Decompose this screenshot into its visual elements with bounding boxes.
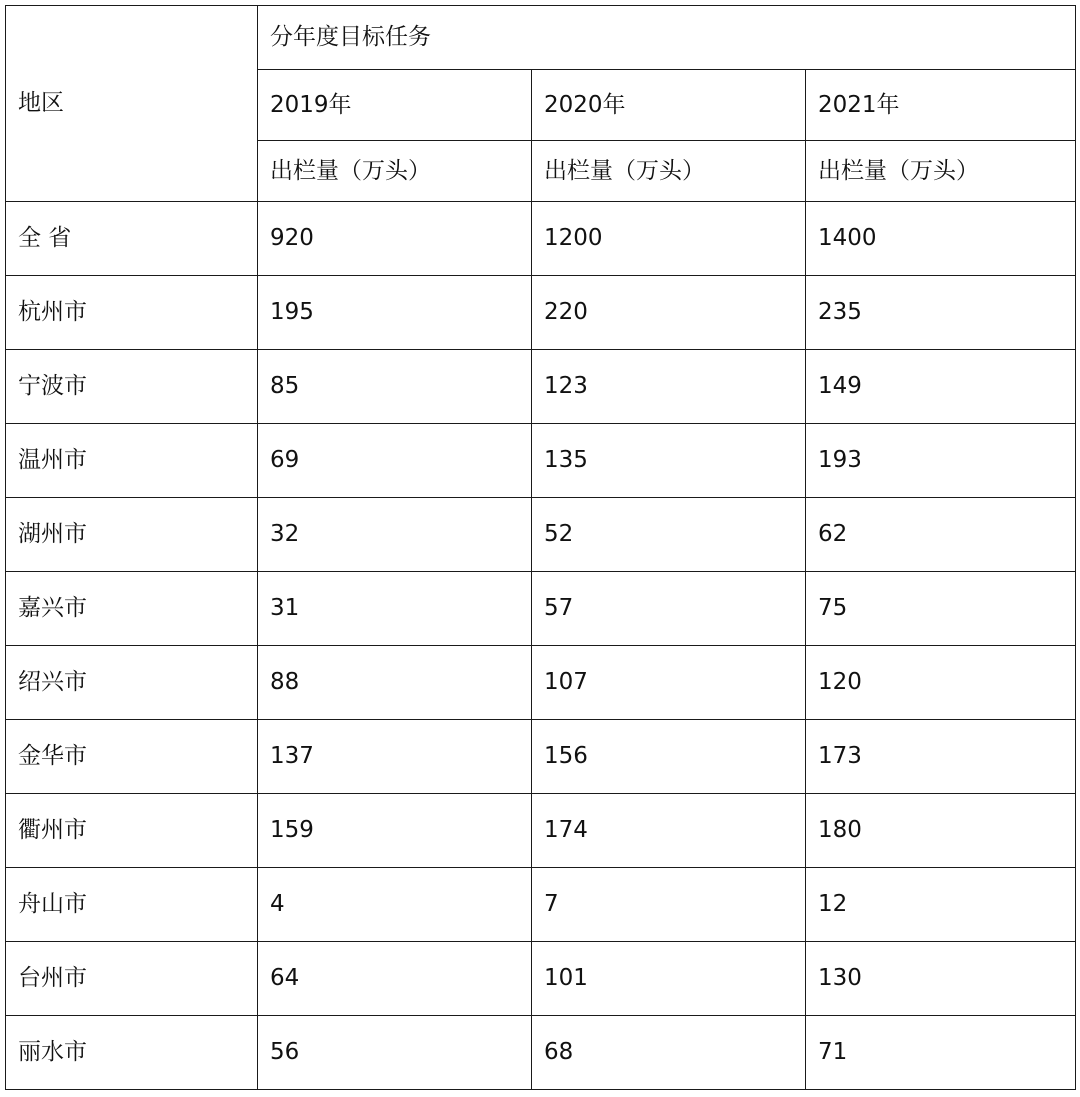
table-row xyxy=(6,1016,1076,1090)
region-cell: 全 省 xyxy=(6,202,258,276)
table-row xyxy=(6,498,1076,572)
value-cell: 193 xyxy=(806,424,1076,498)
year-header: 2020年 xyxy=(532,70,806,141)
region-header: 地区 xyxy=(6,6,258,202)
value-cell: 135 xyxy=(532,424,806,498)
value-cell: 123 xyxy=(532,350,806,424)
unit-header: 出栏量（万头） xyxy=(258,141,532,202)
value-cell: 130 xyxy=(806,942,1076,1016)
value-cell: 220 xyxy=(532,276,806,350)
value-cell: 235 xyxy=(806,276,1076,350)
value-cell: 64 xyxy=(258,942,532,1016)
year-header: 2019年 xyxy=(258,70,532,141)
value-cell: 31 xyxy=(258,572,532,646)
unit-header: 出栏量（万头） xyxy=(532,141,806,202)
value-cell: 174 xyxy=(532,794,806,868)
region-cell: 舟山市 xyxy=(6,868,258,942)
region-cell: 湖州市 xyxy=(6,498,258,572)
value-cell: 920 xyxy=(258,202,532,276)
unit-header: 出栏量（万头） xyxy=(806,141,1076,202)
table-row xyxy=(6,720,1076,794)
value-cell: 156 xyxy=(532,720,806,794)
table-row xyxy=(6,794,1076,868)
value-cell: 12 xyxy=(806,868,1076,942)
value-cell: 149 xyxy=(806,350,1076,424)
region-cell: 丽水市 xyxy=(6,1016,258,1090)
value-cell: 57 xyxy=(532,572,806,646)
value-cell: 88 xyxy=(258,646,532,720)
region-cell: 嘉兴市 xyxy=(6,572,258,646)
group-header: 分年度目标任务 xyxy=(258,6,1076,70)
value-cell: 1200 xyxy=(532,202,806,276)
table-row xyxy=(6,646,1076,720)
table-row xyxy=(6,202,1076,276)
value-cell: 85 xyxy=(258,350,532,424)
value-cell: 173 xyxy=(806,720,1076,794)
value-cell: 180 xyxy=(806,794,1076,868)
value-cell: 101 xyxy=(532,942,806,1016)
table-row xyxy=(6,572,1076,646)
table-row xyxy=(6,424,1076,498)
region-cell: 温州市 xyxy=(6,424,258,498)
value-cell: 56 xyxy=(258,1016,532,1090)
value-cell: 62 xyxy=(806,498,1076,572)
value-cell: 137 xyxy=(258,720,532,794)
value-cell: 52 xyxy=(532,498,806,572)
value-cell: 71 xyxy=(806,1016,1076,1090)
value-cell: 7 xyxy=(532,868,806,942)
value-cell: 195 xyxy=(258,276,532,350)
region-cell: 台州市 xyxy=(6,942,258,1016)
value-cell: 1400 xyxy=(806,202,1076,276)
target-task-table xyxy=(5,5,1076,1090)
table-row xyxy=(6,350,1076,424)
region-cell: 杭州市 xyxy=(6,276,258,350)
value-cell: 68 xyxy=(532,1016,806,1090)
table-row xyxy=(6,942,1076,1016)
region-cell: 绍兴市 xyxy=(6,646,258,720)
value-cell: 159 xyxy=(258,794,532,868)
region-cell: 宁波市 xyxy=(6,350,258,424)
value-cell: 4 xyxy=(258,868,532,942)
table-row xyxy=(6,276,1076,350)
year-header: 2021年 xyxy=(806,70,1076,141)
value-cell: 107 xyxy=(532,646,806,720)
value-cell: 75 xyxy=(806,572,1076,646)
region-cell: 金华市 xyxy=(6,720,258,794)
value-cell: 32 xyxy=(258,498,532,572)
region-cell: 衢州市 xyxy=(6,794,258,868)
header-row-group xyxy=(6,6,1076,70)
value-cell: 69 xyxy=(258,424,532,498)
table-row xyxy=(6,868,1076,942)
value-cell: 120 xyxy=(806,646,1076,720)
